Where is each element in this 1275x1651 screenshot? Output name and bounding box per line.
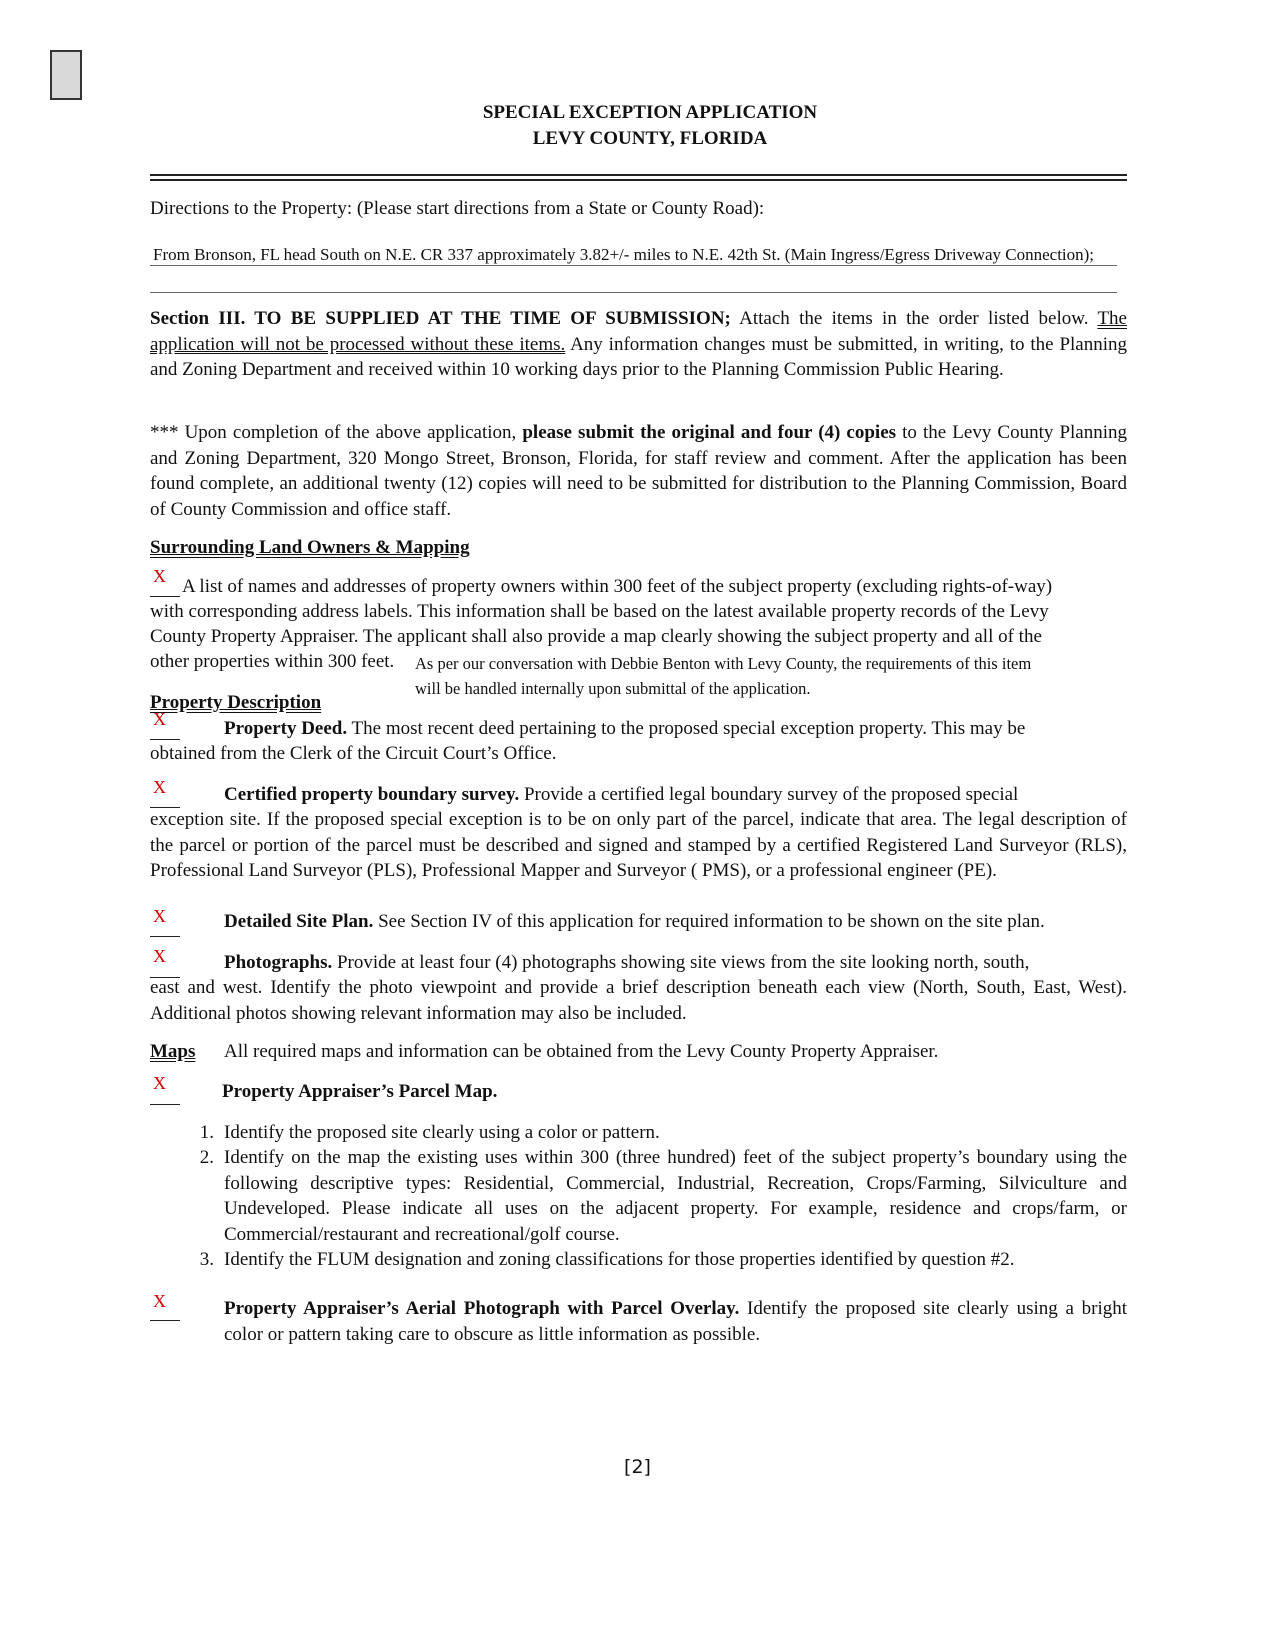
aerial-title: Property Appraiser’s Aerial Photograph with Parcel Overlay. (224, 1298, 740, 1319)
x-mark-icon: X (153, 1291, 166, 1311)
check-blank (150, 596, 180, 597)
directions-underline-1 (150, 265, 1117, 266)
surrounding-text-line4: other properties within 300 feet. (150, 651, 395, 672)
maps-intro: All required maps and information can be obtained from the Levy County Property Appraiser. (224, 1041, 939, 1062)
submission-bold: please submit the original and four (4) copies (522, 422, 897, 443)
form-title: SPECIAL EXCEPTION APPLICATION (482, 102, 818, 123)
page-number: [2] (624, 1456, 651, 1478)
title-rule-bottom (150, 179, 1127, 181)
x-mark-icon: X (153, 709, 166, 729)
x-mark-icon: X (153, 946, 166, 966)
x-mark-icon: X (153, 566, 166, 586)
section-3-heading: Section III. TO BE SUPPLIED AT THE TIME OF SUBMISSION; (150, 308, 731, 329)
form-subtitle: LEVY COUNTY, FLORIDA (532, 128, 768, 149)
x-mark-icon: X (153, 906, 166, 926)
check-blank (150, 1320, 180, 1321)
photographs-title: Photographs. (224, 952, 333, 973)
surrounding-note-line2: will be handled internally upon submittal of the application. (415, 679, 811, 698)
surrounding-text-line3: County Property Appraiser. The applicant shall also provide a map clearly showing the subject property and all of the (150, 626, 1042, 647)
deed-line1: Property Deed. The most recent deed pertaining to the proposed special exception property. This may be (224, 718, 1026, 739)
submission-paragraph: *** Upon completion of the above application, please submit the original and four (4) copies to the Levy County Planning and Zoning Department, 320 Mongo Street, Bronson, Florida, for staff review and comment. After the application has been found complete, an additional twenty (12) copies will need to be submitted for distribution to the Planning Commission, Board of County Commission and office staff. (150, 422, 1127, 520)
maps-heading: Maps (150, 1041, 196, 1062)
photographs-body: east and west. Identify the photo viewpoint and provide a brief description beneath each view (North, South, East, West). Additional photos showing relevant information may also be included. (150, 977, 1127, 1024)
deed-title: Property Deed. (224, 718, 348, 739)
title-rule-top (150, 174, 1127, 176)
list-item-3: Identify the FLUM designation and zoning classifications for those properties identified by question #2. (224, 1249, 1015, 1270)
directions-label: Directions to the Property: (Please start directions from a State or County Road): (150, 198, 765, 219)
list-number-2: 2. (199, 1147, 214, 1168)
property-description-heading: Property Description (150, 692, 322, 713)
surrounding-heading: Surrounding Land Owners & Mapping (150, 537, 470, 558)
list-item-1: Identify the proposed site clearly using a color or pattern. (224, 1122, 660, 1143)
site-plan-line: Detailed Site Plan. See Section IV of this application for required information to be shown on the site plan. (224, 911, 1045, 932)
parcel-map-title: Property Appraiser’s Parcel Map. (222, 1081, 498, 1102)
check-blank (150, 739, 180, 740)
site-plan-title: Detailed Site Plan. (224, 911, 374, 932)
list-number-3: 3. (199, 1249, 214, 1270)
surrounding-text-line2: with corresponding address labels. This information shall be based on the latest available property records of the Levy (150, 601, 1049, 622)
directions-field[interactable]: From Bronson, FL head South on N.E. CR 337 approximately 3.82+/- miles to N.E. 42th St. (Main Ingress/Egress Driveway Connection); (153, 245, 1095, 264)
list-number-1: 1. (199, 1122, 214, 1143)
deed-line2: obtained from the Clerk of the Circuit Court’s Office. (150, 743, 557, 764)
surrounding-note-line1: As per our conversation with Debbie Benton with Levy County, the requirements of this item (415, 654, 1032, 673)
x-mark-icon: X (153, 1073, 166, 1093)
survey-line1: Certified property boundary survey. Provide a certified legal boundary survey of the proposed special (224, 784, 1019, 805)
list-item-2: Identify on the map the existing uses within 300 (three hundred) feet of the subject property’s boundary using the following descriptive types: Residential, Commercial, Industrial, Recreation, Crops/Farming, Silviculture and Undeveloped. Please indicate all uses on the adjacent property. For example, residence and crops/farm, or Commercial/restaurant and recreational/golf course. (224, 1147, 1127, 1245)
section-3-paragraph: Section III. TO BE SUPPLIED AT THE TIME OF SUBMISSION; Attach the items in the order listed below. The application will not be processed without these items. Any information changes must be submitted, in writing, to the Planning and Zoning Department and received within 10 working days prior to the Planning Commission Public Hearing. (150, 308, 1128, 380)
survey-title: Certified property boundary survey. (224, 784, 520, 805)
section-3-warning: The application will not be processed without these items. (150, 308, 1127, 355)
aerial-paragraph: Property Appraiser’s Aerial Photograph with Parcel Overlay. Identify the proposed site clearly using a bright color or pattern taking care to obscure as little information as possible. (224, 1298, 1127, 1345)
check-blank (150, 1104, 180, 1105)
x-mark-icon: X (153, 777, 166, 797)
directions-underline-2 (150, 292, 1117, 293)
corner-mark (50, 50, 82, 100)
photographs-line1: Photographs. Provide at least four (4) photographs showing site views from the site looking north, south, (224, 952, 1030, 973)
check-blank (150, 936, 180, 937)
surrounding-text-line1: A list of names and addresses of property owners within 300 feet of the subject property (excluding rights-of-way) (182, 576, 1053, 597)
survey-body: exception site. If the proposed special exception is to be on only part of the parcel, indicate that area. The legal description of the parcel or portion of the parcel must be described and signed and stamped by a certified Registered Land Surveyor (RLS), Professional Land Surveyor (PLS), Professional Mapper and Surveyor ( PMS), or a professional engineer (PE). (150, 809, 1127, 881)
